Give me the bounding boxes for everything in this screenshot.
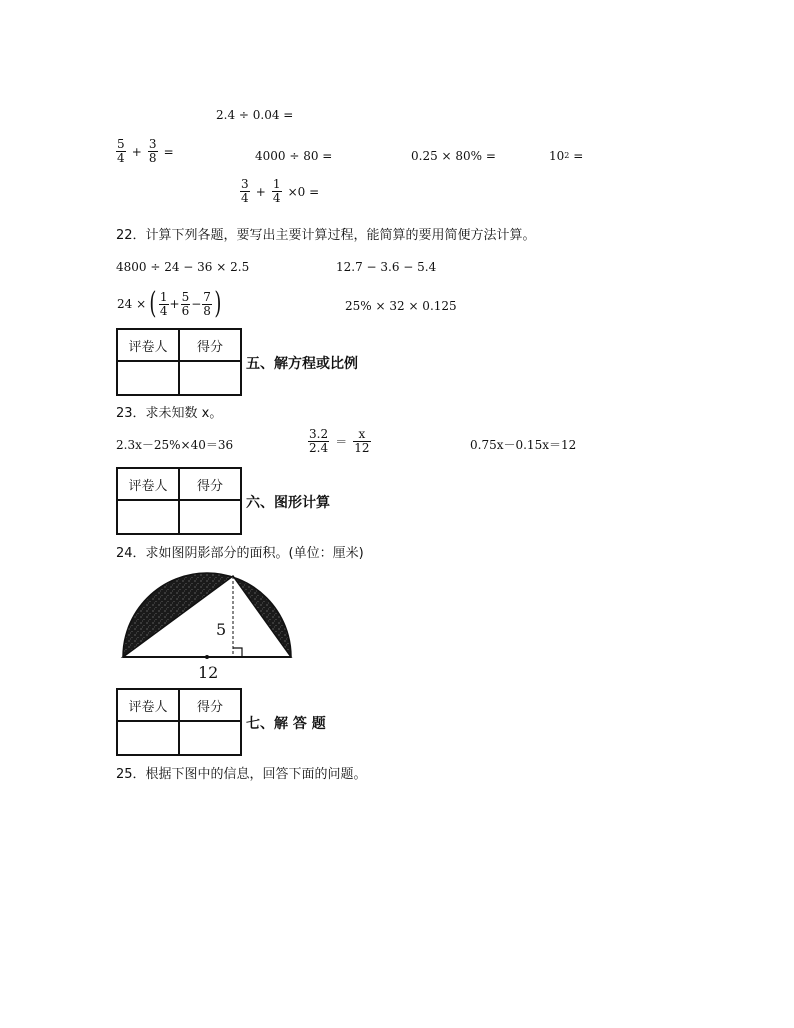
center-point [205,655,209,659]
fraction: $\frac{3}{4}$ [241,177,249,205]
reviewer-cell [117,361,179,395]
reviewer-cell [117,721,179,755]
score-table [116,688,242,756]
reviewer-label: 评卷人 [117,468,179,500]
fraction: $\frac{5}{6}$ [181,289,190,318]
score-label: 得分 [179,468,241,500]
score-cell [179,721,241,755]
fraction: $\frac{7}{8}$ [203,289,211,318]
reviewer-label: 评卷人 [117,689,179,721]
score-cell [179,500,241,534]
reviewer-label: 评卷人 [117,329,179,361]
score-label: 得分 [179,329,241,361]
section-5-title: 五、解方程或比例 [246,356,358,372]
expr-percent: 0.25 × 80% = [411,149,496,163]
reviewer-cell [117,500,179,534]
section-7-title: 七、解 答 题 [246,716,326,732]
section-6-title: 六、图形计算 [246,495,330,511]
score-table [116,328,242,396]
expr-fraction-sum-2: $\frac{3}{4}$ + $\frac{1}{4}$ ×0 = [241,177,320,205]
fraction: $\frac{3}{8}$ [148,137,157,165]
expr-power: $10^2$ = [549,149,584,163]
expr-22-3: 24 × ( $\frac{1}{4}$ + $\frac{5}{6}$ − $\frac{7}{8}$ ) [117,286,222,321]
fraction: $\frac{1}{4}$ [159,289,168,318]
score-label: 得分 [179,689,241,721]
expr-4000-div-80: 4000 ÷ 80 = [255,149,333,163]
expr-23-3: 0.75x－0.15x＝12 [470,438,577,452]
question-25-title: 25．根据下图中的信息，回答下面的问题。 [116,767,367,782]
question-23-title: 23．求未知数 x。 [116,406,223,421]
expr-fraction-sum-1: $\frac{5}{4}$ + $\frac{3}{8}$ = [117,137,174,165]
fraction: $\frac{1}{4}$ [272,177,281,205]
fraction: $\frac{x}{12}$ [354,427,370,455]
fraction: $\frac{5}{4}$ [117,137,125,165]
expr-2.4-div-0.04: 2.4 ÷ 0.04 = [216,108,294,122]
height-label: 5 [216,620,227,639]
base-label: 12 [198,663,219,682]
question-22-title: 22．计算下列各题，要写出主要计算过程，能简算的要用简便方法计算。 [116,228,536,243]
expr-23-2: $\frac{3.2}{2.4}$ ＝ $\frac{x}{12}$ [309,427,370,455]
expr-22-1: 4800 ÷ 24 − 36 × 2.5 [116,260,250,274]
fraction: $\frac{3.2}{2.4}$ [309,427,329,455]
question-24-title: 24．求如图阴影部分的面积。(单位：厘米) [116,546,364,561]
expr-22-2: 12.7 − 3.6 − 5.4 [336,260,437,274]
expr-22-4: 25% × 32 × 0.125 [345,299,457,313]
score-table [116,467,242,535]
expr-23-1: 2.3x－25%×40＝36 [116,438,234,452]
score-cell [179,361,241,395]
semicircle-figure [116,568,300,684]
